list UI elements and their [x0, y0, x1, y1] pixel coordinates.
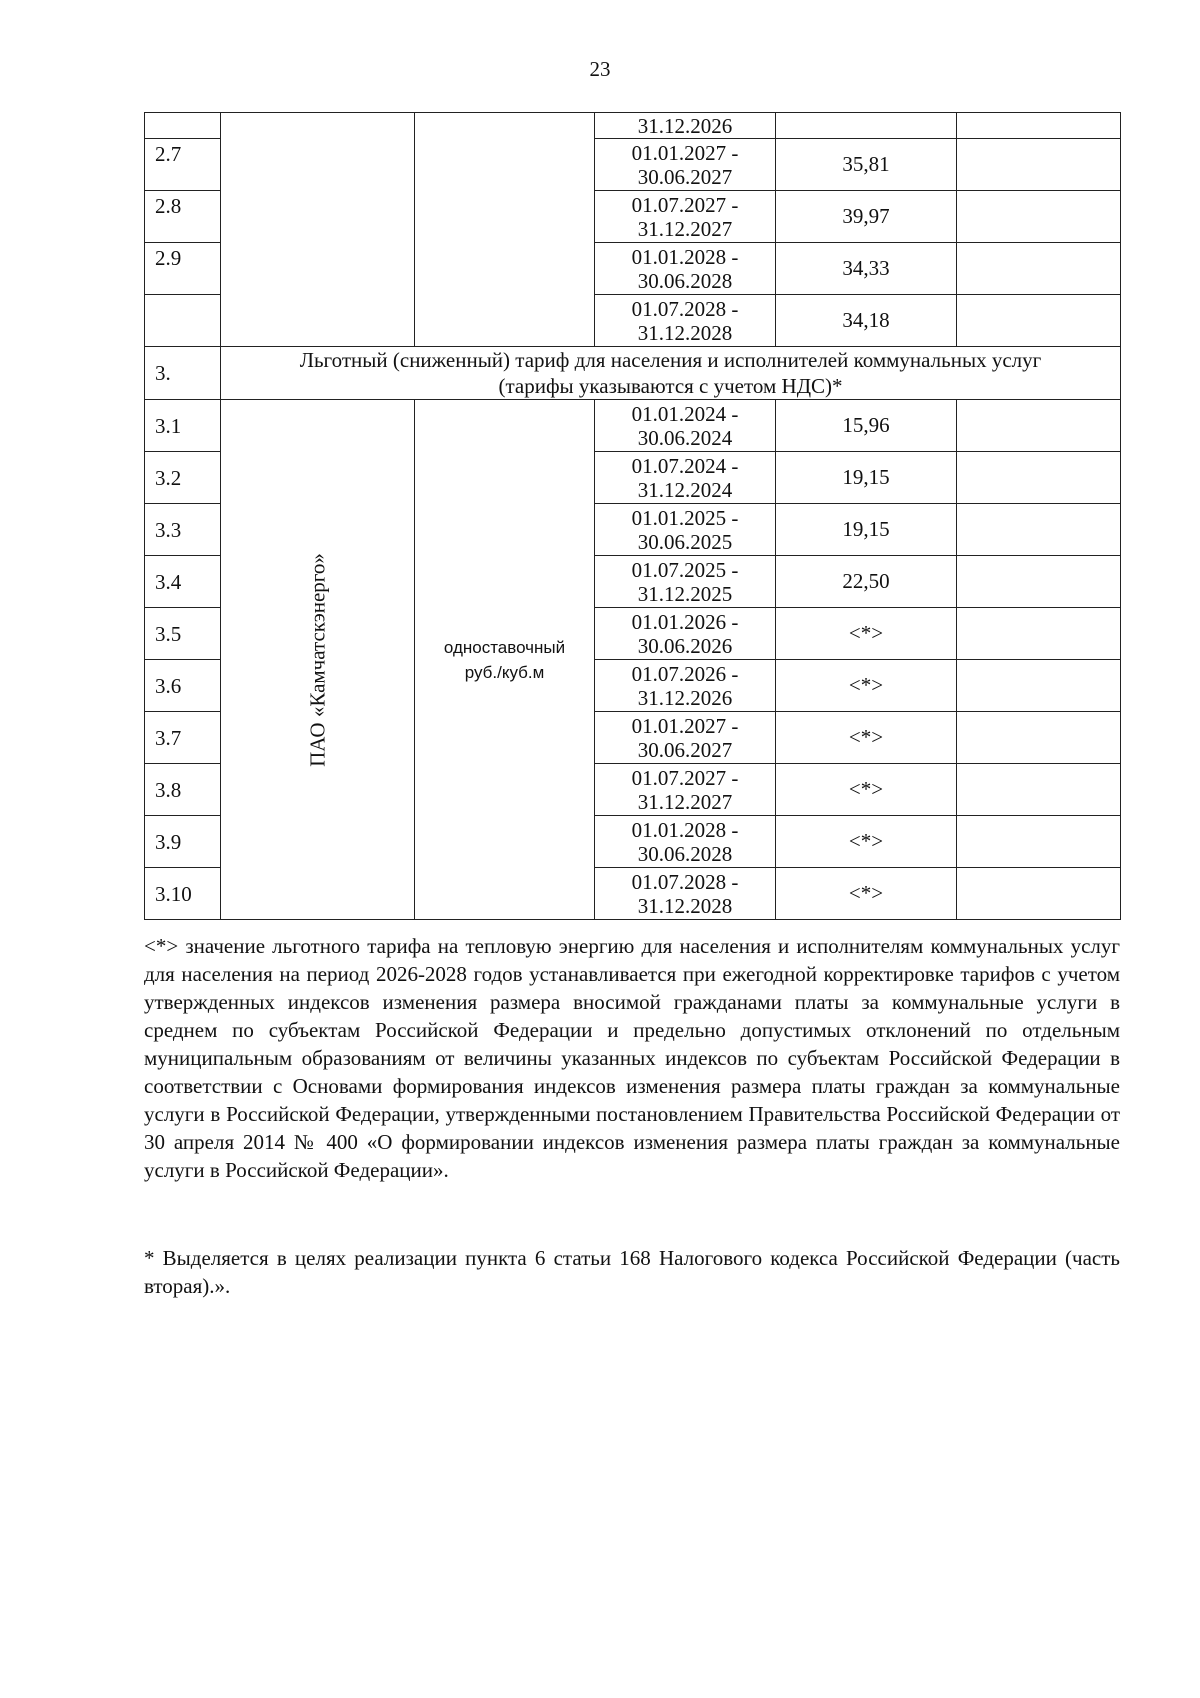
period-cell: 01.01.2028 - 30.06.2028 — [595, 243, 776, 295]
row-number: 3.8 — [145, 764, 221, 816]
tariff-value: 35,81 — [776, 139, 957, 191]
empty-cell — [957, 660, 1121, 712]
organization-cell — [221, 400, 415, 920]
empty-cell — [957, 504, 1121, 556]
rate-unit: руб./куб.м — [464, 662, 545, 682]
tariff-value: <*> — [776, 868, 957, 920]
row-number: 3.2 — [145, 452, 221, 504]
empty-cell — [957, 608, 1121, 660]
period-cell: 01.01.2026 - 30.06.2026 — [595, 608, 776, 660]
tariff-value: 39,97 — [776, 191, 957, 243]
organization-cell-part2 — [221, 113, 415, 347]
period-cell: 01.07.2028 - 31.12.2028 — [595, 295, 776, 347]
row-number: 3.6 — [145, 660, 221, 712]
row-number: 3.1 — [145, 400, 221, 452]
rate-cell-part2 — [415, 113, 595, 347]
row-number: 2.8 — [145, 191, 221, 243]
row-number: 3.9 — [145, 816, 221, 868]
rate-type: одноставочный — [443, 637, 566, 657]
tariff-value: <*> — [776, 608, 957, 660]
empty-cell — [957, 712, 1121, 764]
tariff-value — [776, 113, 957, 139]
row-number — [145, 113, 221, 139]
tariff-value: 15,96 — [776, 400, 957, 452]
period-cell: 01.01.2027 - 30.06.2027 — [595, 712, 776, 764]
period-cell: 01.01.2025 - 30.06.2025 — [595, 504, 776, 556]
empty-cell — [957, 295, 1121, 347]
tariff-value: <*> — [776, 764, 957, 816]
row-number: 3.5 — [145, 608, 221, 660]
tariff-value: 34,18 — [776, 295, 957, 347]
row-number: 3.3 — [145, 504, 221, 556]
tariff-value: <*> — [776, 816, 957, 868]
empty-cell — [957, 113, 1121, 139]
empty-cell — [957, 139, 1121, 191]
tariff-value: 22,50 — [776, 556, 957, 608]
period-cell: 01.07.2024 - 31.12.2024 — [595, 452, 776, 504]
organization-name: ПАО «Камчатскэнерго» — [305, 552, 329, 767]
empty-cell — [957, 868, 1121, 920]
period-cell: 01.07.2027 - 31.12.2027 — [595, 764, 776, 816]
tariff-value: <*> — [776, 660, 957, 712]
row-number — [145, 295, 221, 347]
period-cell: 01.01.2028 - 30.06.2028 — [595, 816, 776, 868]
table-row — [145, 113, 1121, 139]
row-number: 2.9 — [145, 243, 221, 295]
empty-cell — [957, 191, 1121, 243]
empty-cell — [957, 556, 1121, 608]
tariff-value: 34,33 — [776, 243, 957, 295]
section-title: Льготный (сниженный) тариф для населения и исполнителей коммунальных услуг (тарифы указываются с учетом НДС)* — [221, 347, 1121, 400]
tariff-value: 19,15 — [776, 452, 957, 504]
footnote-vat: * Выделяется в целях реализации пункта 6 статьи 168 Налогового кодекса Российской Федерации (часть вторая).». — [144, 1246, 1120, 1298]
period-cell: 31.12.2026 — [595, 113, 776, 139]
tariff-table — [144, 112, 1121, 920]
period-cell: 01.07.2026 - 31.12.2026 — [595, 660, 776, 712]
period-cell: 01.01.2024 - 30.06.2024 — [595, 400, 776, 452]
row-number: 3.4 — [145, 556, 221, 608]
period-cell: 01.07.2027 - 31.12.2027 — [595, 191, 776, 243]
tariff-value: <*> — [776, 712, 957, 764]
empty-cell — [957, 764, 1121, 816]
section-header-row — [145, 347, 1121, 400]
row-number: 3.7 — [145, 712, 221, 764]
period-cell: 01.01.2027 - 30.06.2027 — [595, 139, 776, 191]
period-cell: 01.07.2025 - 31.12.2025 — [595, 556, 776, 608]
empty-cell — [957, 816, 1121, 868]
rate-type-cell — [415, 400, 595, 920]
footnote-star-value: <*> значение льготного тарифа на тепловую энергию для населения и исполнителям коммунальных услуг для населения на период 2026-2028 годов устанавливается при ежегодной корректировке тарифов с учетом утвержденных индексов изменения размера вносимой гражданами платы за коммунальные услуги в среднем по субъектам Российской Федерации и предельно допустимых отклонений по отдельным муниципальным образованиям от величины указанных индексов по субъектам Российской Федерации в соответствии с Основами формирования индексов изменения размера платы граждан за коммунальные услуги в Российской Федерации, утвержденными постановлением Правительства Российской Федерации от 30 апреля 2014 № 400 «О формировании индексов изменения размера платы граждан за коммунальные услуги в Российской Федерации». — [144, 934, 1120, 1182]
table-row — [145, 400, 1121, 452]
empty-cell — [957, 400, 1121, 452]
row-number: 3.10 — [145, 868, 221, 920]
row-number: 2.7 — [145, 139, 221, 191]
period-cell: 01.07.2028 - 31.12.2028 — [595, 868, 776, 920]
section-number: 3. — [145, 347, 221, 400]
tariff-value: 19,15 — [776, 504, 957, 556]
empty-cell — [957, 243, 1121, 295]
page-number: 23 — [589, 57, 611, 81]
empty-cell — [957, 452, 1121, 504]
